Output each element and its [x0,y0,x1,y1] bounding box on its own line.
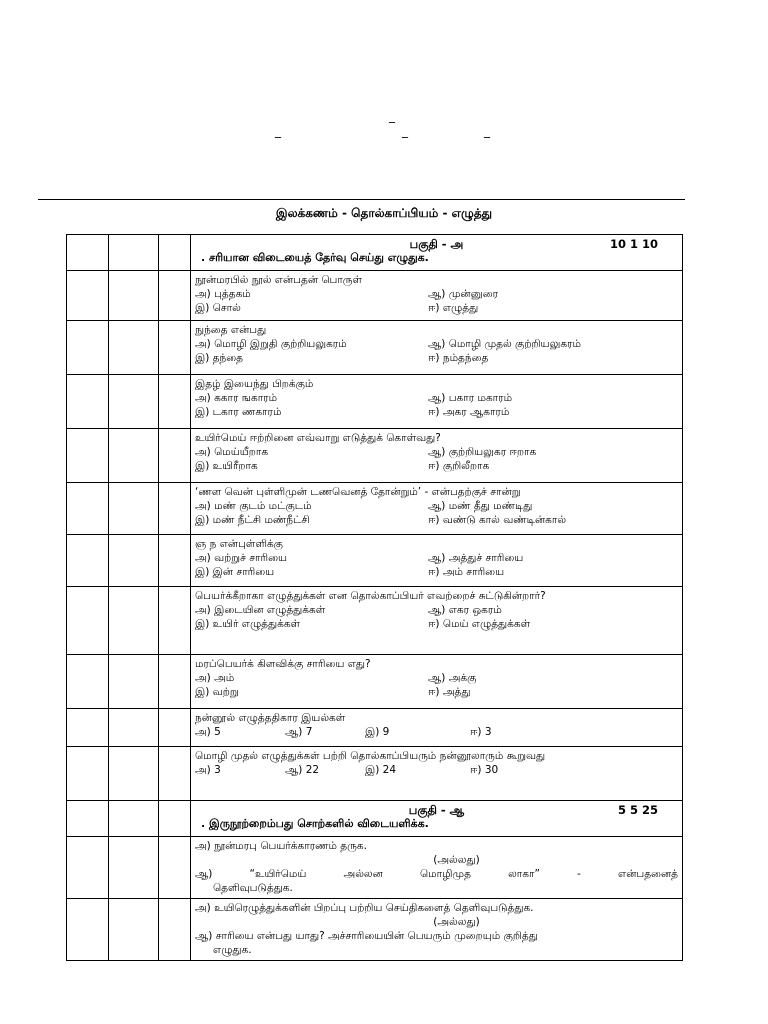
part-a-marks: 10 1 10 [609,237,658,251]
question-cell [191,271,683,321]
question-cell [191,375,683,429]
option: ஈ) வண்டு கால் வண்டின்கால் [428,514,567,526]
question-part-b: ஆ) சாரியை என்பது யாது? அச்சாரியையின் பெயரும் முறையும் குறித்து [195,930,538,942]
question-text: மரப்பெயர்க் கிளவிக்கு சாரியை எது? [195,658,371,670]
question-text: நன்னூல் எழுத்ததிகார இயல்கள் [195,712,346,724]
option: இ) சொல் [195,302,241,314]
header-dash: _ [275,124,281,138]
part-b-header-row [67,801,683,837]
page-title: இலக்கணம் - தொல்காப்பியம் - எழுத்து [275,206,493,220]
option: ஆ) 7 [285,726,313,738]
question-cell [191,655,683,709]
part-a-header-row [67,235,683,271]
option: அ) இடையின எழுத்துக்கள் [195,604,326,616]
option: ஈ) 3 [470,726,492,738]
option: ஈ) எழுத்து [428,302,479,314]
option: அ) 3 [195,764,221,776]
part-a-heading: பகுதி - அ [409,237,464,251]
option: அ) மெய்யீறாக [195,446,269,458]
question-cell [191,587,683,655]
question-cell [191,483,683,535]
part-a-instruction: . சரியான விடையைத் தேர்வு செய்து எழுதுக. [201,251,429,264]
option: இ) உயிரீறாக [195,460,258,472]
horizontal-rule [38,199,685,200]
option: இ) இன் சாரியை [195,566,275,578]
question-row [67,655,683,709]
option: ஆ) மண் தீது மண்டிது [428,500,533,512]
part-b-header [191,801,683,837]
option: இ) மண் நீட்சி மண்நீட்சி [195,514,310,526]
option: அ) வற்றுச் சாரியை [195,552,288,564]
option: ஆ) 22 [285,764,320,776]
question-text: பெயர்க்கீறாகா எழுத்துக்கள் என தொல்காப்பியர் எவற்றைச் சுட்டுகின்றார்? [195,590,546,602]
part-a-header [191,235,683,271]
option: ஆ) எகர ஒகரம் [428,604,502,616]
question-row [67,321,683,375]
question-table [66,234,683,961]
option: அ) மொழி இறுதி குற்றியலுகரம் [195,338,347,350]
question-cell [191,899,683,961]
question-row [67,747,683,801]
question-cell [191,429,683,483]
or-label: (அல்லது) [433,854,480,866]
option: ஈ) அம் சாரியை [428,566,505,578]
question-part-a: அ) நூன்மரபு பெயர்க்காரணம் தருக. [195,840,367,852]
question-text: நூன்மரபில் நூல் என்பதன் பொருள் [195,274,363,286]
question-part-b: ஆ) “உயிர்மெய் அல்லன மொழிமுத லாகா” - என்பதனைத் [195,868,678,880]
question-part-a: அ) உயிரெழுத்துக்களின் பிறப்பு பற்றிய செய்திகளைத் தெளிவுபடுத்துக. [195,902,534,914]
option: அ) அம் [195,672,235,684]
question-part-b-cont: எழுதுக. [213,944,252,956]
question-row [67,535,683,587]
option: ஆ) மொழி முதல் குற்றியலுகரம் [428,338,581,350]
option: ஈ) குறிலீறாக [428,460,490,472]
part-b-marks: 5 5 25 [617,803,658,817]
option: இ) 9 [365,726,390,738]
option: அ) புத்தகம் [195,288,251,300]
option: ஈ) மெய் எழுத்துக்கள் [428,618,531,630]
or-label: (அல்லது) [433,916,480,928]
header-dash: _ [389,109,395,123]
option: ஆ) அத்துச் சாரியை [428,552,524,564]
question-row [67,375,683,429]
question-text: உயிர்மெய் ஈற்றினை எவ்வாறு எடுத்துக் கொள்வது? [195,432,441,444]
option: ஈ) 30 [470,764,499,776]
option: இ) உயிர் எழுத்துக்கள் [195,618,301,630]
option: ஆ) அக்கு [428,672,477,684]
question-cell [191,837,683,899]
question-cell [191,321,683,375]
question-cell [191,747,683,801]
header-dash: _ [402,124,408,138]
option: இ) டகார ணகாரம் [195,406,282,418]
option: ஈ) அத்து [428,686,471,698]
part-b-instruction: . இருநூற்றைம்பது சொற்களில் விடையளிக்க. [201,817,429,830]
question-row [67,587,683,655]
question-part-b-cont: தெளிவுபடுத்துக. [213,882,293,894]
header-dash: _ [484,124,490,138]
option: இ) தந்தை [195,352,243,364]
question-text: மொழி முதல் எழுத்துக்கள் பற்றி தொல்காப்பியரும் நன்னூலாரும் கூறுவது [195,750,546,762]
option: அ) மண் குடம் மட்குடம் [195,500,312,512]
question-text: ‘ணள வென் புள்ளிமுன் டணவெனத் தோன்றும்’ - என்பதற்குச் சான்று [195,486,521,498]
option: அ) ககார ஙகாரம் [195,392,278,404]
question-row [67,837,683,899]
question-text: நுந்தை என்பது [195,324,267,336]
question-row [67,429,683,483]
question-text: இதழ் இயைந்து பிறக்கும் [195,378,314,390]
part-b-heading: பகுதி - ஆ [408,803,465,817]
option: அ) 5 [195,726,221,738]
option: ஆ) குற்றியலுகர ஈறாக [428,446,537,458]
question-row [67,709,683,747]
option: ஈ) அகர ஆகாரம் [428,406,510,418]
question-row [67,899,683,961]
option: ஆ) பகார மகாரம் [428,392,513,404]
option: ஈ) நம்தந்தை [428,352,489,364]
option: ஆ) முன்னுரை [428,288,499,300]
question-row [67,483,683,535]
option: இ) வற்று [195,686,239,698]
question-cell [191,709,683,747]
question-row [67,271,683,321]
question-text: ஞ ந என்புள்ளிக்கு [195,538,283,550]
question-cell [191,535,683,587]
option: இ) 24 [365,764,397,776]
